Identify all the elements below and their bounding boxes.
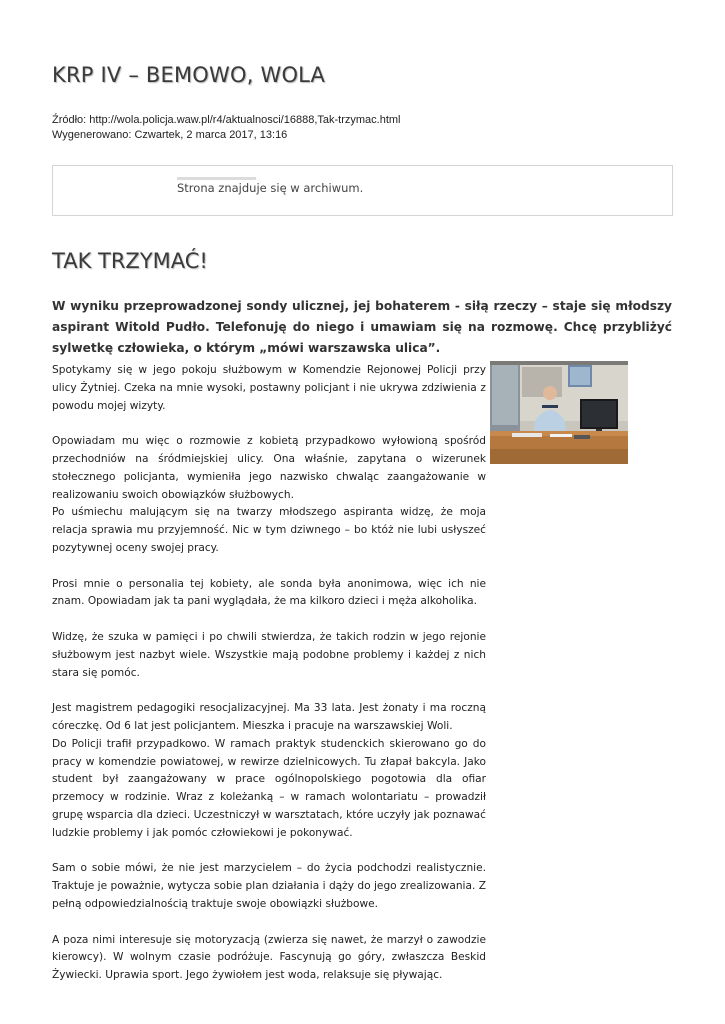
paragraph: Sam o sobie mówi, że nie jest marzycielem – do życia podchodzi realistycznie. Traktuje je poważnie, wytycza sobie plan działania i dąży do jego zrealizowania. Z pełną odpowiedzialnością traktuje swoje obowiązki służbowe. — [52, 862, 486, 910]
article-photo — [490, 361, 628, 464]
source-line: Źródło: http://wola.policja.waw.pl/r4/aktualnosci/16888,Tak-trzymac.html — [52, 114, 401, 126]
paragraph: Widzę, że szuka w pamięci i po chwili stwierdza, że takich rodzin w jego rejonie służbowym jest nazbyt wiele. Wszystkie mają podobne problemy i każdej z nich stara się pomóc. — [52, 630, 486, 679]
site-title: KRP IV – BEMOWO, WOLA — [52, 63, 326, 87]
office-photo-image — [490, 361, 628, 464]
paragraph: Po uśmiechu malującym się na twarzy młodszego aspiranta widzę, że moja relacja sprawia mu przyjemność. Nic w tym dziwnego – bo któż nie lubi usłyszeć pozytywnej oceny swojej pracy. — [52, 506, 486, 554]
paragraph: Jest magistrem pedagogiki resocjalizacyjnej. Ma 33 lata. Jest żonaty i ma roczną córeczkę. Od 6 lat jest policjantem. Mieszka i pracuje na warszawskiej Woli. — [52, 702, 486, 732]
paragraph: Spotykamy się w jego pokoju służbowym w Komendzie Rejonowej Policji przy ulicy Żytniej. Czeka na mnie wysoki, postawny policjant i nie ukrywa zdziwienia z powodu mojej wizyty. — [52, 364, 486, 412]
archive-divider — [177, 177, 256, 180]
article-body — [52, 362, 486, 985]
article-lead: W wyniku przeprowadzonej sondy ulicznej, jej bohaterem - siłą rzeczy – staje się młodszy aspirant Witold Pudło. Telefonuję do niego i umawiam się na rozmowę. Chcę przybliżyć sylwetkę człowieka, o którym „mówi warszawska ulica”. — [52, 299, 672, 355]
paragraph: Prosi mnie o personalia tej kobiety, ale sonda była anonimowa, więc ich nie znam. Opowiadam jak ta pani wyglądała, że ma kilkoro dzieci i męża alkoholika. — [52, 577, 486, 608]
generated-line: Wygenerowano: Czwartek, 2 marca 2017, 13:16 — [52, 129, 288, 141]
paragraph: Do Policji trafił przypadkowo. W ramach praktyk studenckich skierowano go do pracy w komendzie powiatowej, w rewirze dzielnicowych. Tu złapał bakcyla. Jako student był zaangażowany w prace ogólnopolskiego pogotowia dla ofiar przemocy w rodzinie. Wraz z koleżanką – w ramach wolontariatu – prowadził grupę wsparcia dla dzieci. Uczestniczył w warsztatach, które uczyły jak poznawać ludzkie problemy i jak pomóc człowiekowi je pokonywać. — [52, 737, 486, 839]
paragraph: A poza nimi interesuje się motoryzacją (zwierza się nawet, że marzył o zawodzie kierowcy). W wolnym czasie podróżuje. Fascynują go góry, zwłaszcza Beskid Żywiecki. Uprawia sport. Jego żywiołem jest woda, relaksuje się pływając. — [52, 933, 486, 982]
source-meta — [52, 113, 401, 143]
archive-notice-box — [52, 165, 673, 216]
paragraph: Opowiadam mu więc o rozmowie z kobietą przypadkowo wyłowioną spośród przechodniów na śródmiejskiej ulicy. Ona właśnie, zapytana o wizerunek stołecznego policjanta, wymieniła jego nazwisko chwaląc zaangażowanie w realizowaniu swoich obowiązków służbowych. — [52, 435, 486, 501]
archive-notice-text: Strona znajduje się w archiwum. — [177, 181, 364, 195]
article-title: TAK TRZYMAĆ! — [52, 249, 208, 273]
